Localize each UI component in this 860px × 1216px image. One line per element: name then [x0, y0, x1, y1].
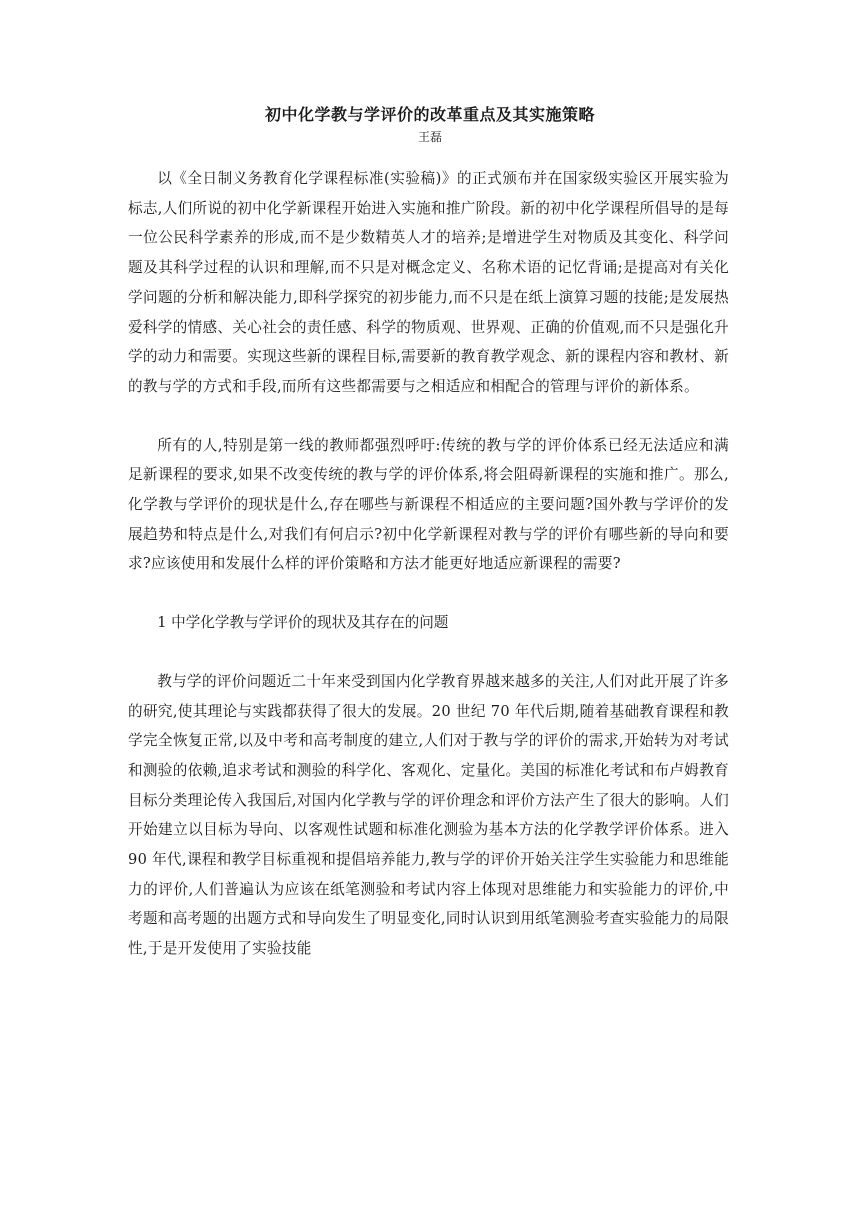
document-body	[128, 164, 729, 964]
document-title: 初中化学教与学评价的改革重点及其实施策略	[264, 105, 595, 124]
section-1-heading: 1 中学化学教与学评价的现状及其存在的问题	[157, 614, 449, 632]
section-1-paragraph: 教与学的评价问题近二十年来受到国内化学教育界越来越多的关注,人们对此开展了许多的研究,使其理论与实践都获得了很大的发展。20 世纪 70 年代后期,随着基础教育课程和教学完全恢复正常,以及中考和高考制度的建立,人们对于教与学的评价的需求,开始转为对考试和测验的依赖,追求考试和测验的科学化、客观化、定量化。美国的标准化考试和布卢姆教育目标分类理论传入我国后,对国内化学教与学的评价理念和评价方法产生了很大的影响。人们开始建立以目标为导向、以客观性试题和标准化测验为基本方法的化学教学评价体系。进入 90 年代,课程和教学目标重视和提倡培养能力,教与学的评价开始关注学生实验能力和思维能力的评价,人们普遍认为应该在纸笔测验和考试内容上体现对思维能力和实验能力的评价,中考题和高考题的出题方式和导向发生了明显变化,同时认识到用纸笔测验考查实验能力的局限性,于是开发使用了实验技能	[128, 672, 729, 958]
document-author: 王磊	[417, 130, 442, 144]
intro-paragraph-2: 所有的人,特别是第一线的教师都强烈呼吁:传统的教与学的评价体系已经无法适应和满足新课程的要求,如果不改变传统的教与学的评价体系,将会阻碍新课程的实施和推广。那么,化学教与学评价的现状是什么,存在哪些与新课程不相适应的主要问题?国外教与学评价的发展趋势和特点是什么,对我们有何启示?初中化学新课程对教与学的评价有哪些新的导向和要求?应该使用和发展什么样的评价策略和方法才能更好地适应新课程的需要?	[128, 436, 729, 573]
intro-paragraph-1: 以《全日制义务教育化学课程标准(实验稿)》的正式颁布并在国家级实验区开展实验为标志,人们所说的初中化学新课程开始进入实施和推广阶段。新的初中化学课程所倡导的是每一位公民科学素养的形成,而不是少数精英人才的培养;是增进学生对物质及其变化、科学问题及其科学过程的认识和理解,而不只是对概念定义、名称术语的记忆背诵;是提高对有关化学问题的分析和解决能力,即科学探究的初步能力,而不只是在纸上演算习题的技能;是发展热爱科学的情感、关心社会的责任感、科学的物质观、世界观、正确的价值观,而不只是强化升学的动力和需要。实现这些新的课程目标,需要新的教育教学观念、新的课程内容和教材、新的教与学的方式和手段,而所有这些都需要与之相适应和相配合的管理与评价的新体系。	[128, 170, 729, 395]
